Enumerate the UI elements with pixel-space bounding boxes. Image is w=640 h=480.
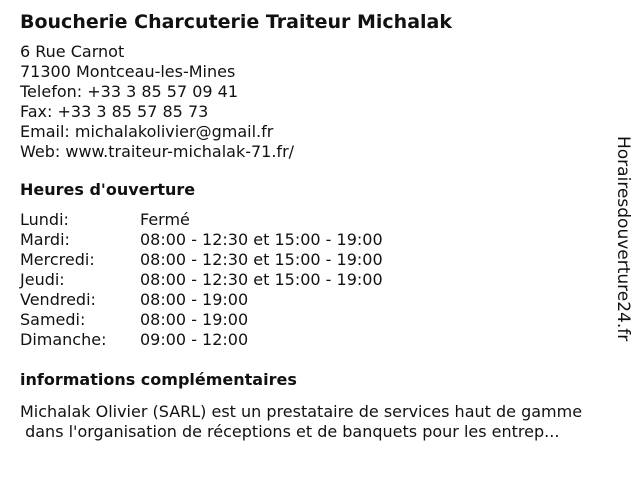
day-hours: 08:00 - 12:30 et 15:00 - 19:00 — [140, 250, 383, 269]
business-description — [20, 402, 640, 442]
contact-block — [20, 42, 620, 162]
address-street: 6 Rue Carnot — [20, 42, 125, 61]
day-label: Mercredi: — [20, 250, 95, 269]
day-label: Dimanche: — [20, 330, 107, 349]
address-city: 71300 Montceau-les-Mines — [20, 62, 236, 81]
day-hours: Fermé — [140, 210, 190, 229]
day-label: Mardi: — [20, 230, 70, 249]
day-label: Lundi: — [20, 210, 69, 229]
hours-heading: Heures d'ouverture — [20, 180, 196, 199]
day-label: Samedi: — [20, 310, 86, 329]
hours-table — [20, 210, 620, 350]
day-label: Jeudi: — [20, 270, 65, 289]
site-watermark: Horairesdouverture24.fr — [613, 136, 633, 342]
business-card — [20, 10, 620, 442]
web-line: Web: www.traiteur-michalak-71.fr/ — [20, 142, 295, 161]
description-line-1: Michalak Olivier (SARL) est un prestataire de services haut de gamme — [20, 402, 583, 421]
phone-line: Telefon: +33 3 85 57 09 41 — [20, 82, 239, 101]
email-line: Email: michalakolivier@gmail.fr — [20, 122, 274, 141]
info-heading: informations complémentaires — [20, 370, 297, 389]
hours-row-wednesday — [20, 250, 620, 270]
hours-row-sunday — [20, 330, 620, 350]
day-hours: 08:00 - 19:00 — [140, 310, 249, 329]
hours-row-friday — [20, 290, 620, 310]
day-label: Vendredi: — [20, 290, 96, 309]
day-hours: 08:00 - 19:00 — [140, 290, 249, 309]
business-name: Boucherie Charcuterie Traiteur Michalak — [20, 11, 452, 33]
description-line-2: dans l'organisation de réceptions et de banquets pour les entrep... — [20, 422, 560, 441]
hours-row-monday — [20, 210, 620, 230]
hours-row-tuesday — [20, 230, 620, 250]
hours-row-thursday — [20, 270, 620, 290]
hours-row-saturday — [20, 310, 620, 330]
day-hours: 09:00 - 12:00 — [140, 330, 249, 349]
fax-line: Fax: +33 3 85 57 85 73 — [20, 102, 209, 121]
day-hours: 08:00 - 12:30 et 15:00 - 19:00 — [140, 230, 383, 249]
day-hours: 08:00 - 12:30 et 15:00 - 19:00 — [140, 270, 383, 289]
